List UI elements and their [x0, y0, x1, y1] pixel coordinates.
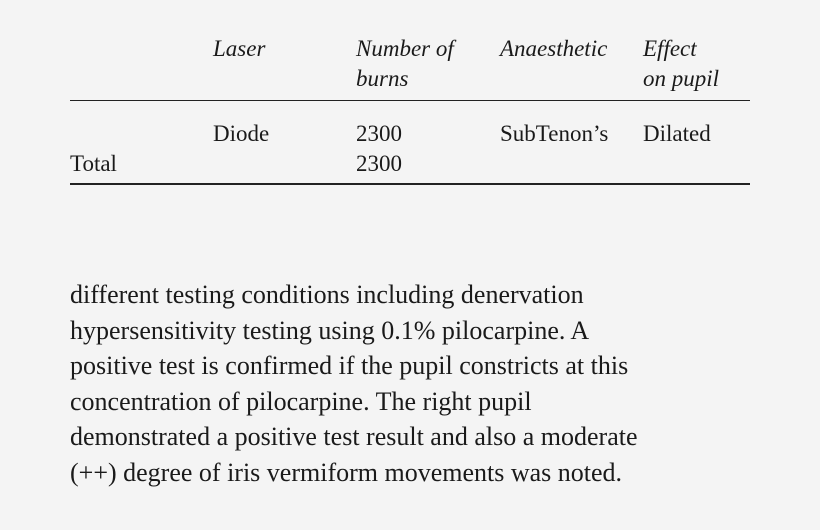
table-bottom-rule — [70, 183, 750, 185]
header-effect-line2: on pupil — [643, 66, 720, 91]
table-header-row — [70, 34, 750, 100]
paragraph-line: different testing conditions including denervation — [70, 280, 584, 309]
cell-burns: 2300 — [356, 121, 402, 146]
header-laser: Laser — [213, 36, 266, 61]
cell-laser: Diode — [213, 121, 270, 146]
paragraph-line: hypersensitivity testing using 0.1% pilocarpine. A — [70, 315, 590, 345]
cell-anaesthetic: SubTenon’s — [500, 121, 609, 146]
header-effect-line1: Effect — [643, 36, 697, 61]
header-burns-line1: Number of — [356, 36, 454, 61]
body-paragraph — [70, 277, 760, 490]
cell-total-burns: 2300 — [356, 151, 402, 176]
header-burns-line2: burns — [356, 66, 409, 91]
table-header-rule — [70, 100, 750, 101]
header-effect-on-pupil — [643, 34, 719, 94]
paragraph-line: demonstrated a positive test result and also a moderate — [70, 422, 638, 451]
header-number-of-burns — [356, 34, 454, 94]
header-anaesthetic: Anaesthetic — [500, 36, 608, 61]
paragraph-line: (++) degree of iris vermiform movements was noted. — [70, 457, 623, 487]
cell-total-label: Total — [70, 151, 117, 176]
paragraph-line: positive test is confirmed if the pupil constricts at this — [70, 351, 629, 380]
results-table — [70, 34, 750, 176]
cell-effect: Dilated — [643, 121, 711, 146]
paragraph-line: concentration of pilocarpine. The right pupil — [70, 386, 532, 416]
